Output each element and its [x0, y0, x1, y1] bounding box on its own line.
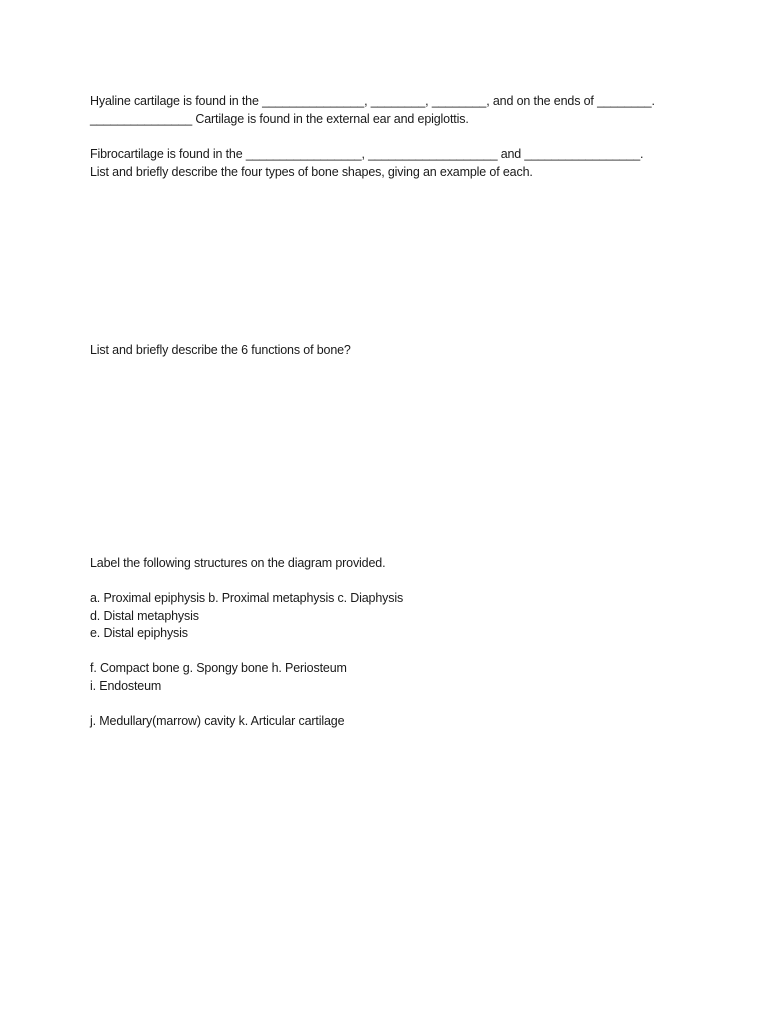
structure-list-line: i. Endosteum — [90, 679, 162, 693]
fibrocartilage-question: Fibrocartilage is found in the _________________, ___________________ and _________________. — [90, 147, 644, 161]
structure-list-line: j. Medullary(marrow) cavity k. Articular cartilage — [90, 714, 345, 728]
structure-list-line: a. Proximal epiphysis b. Proximal metaphysis c. Diaphysis — [90, 591, 404, 605]
structure-list-line: e. Distal epiphysis — [90, 626, 188, 640]
hyaline-cartilage-question: Hyaline cartilage is found in the _______________, ________, ________, and on the ends of ________. — [90, 94, 655, 108]
structure-list-line: f. Compact bone g. Spongy bone h. Periosteum — [90, 661, 347, 675]
structure-list-line: d. Distal metaphysis — [90, 609, 199, 623]
bone-functions-question: List and briefly describe the 6 functions of bone? — [90, 343, 351, 357]
elastic-cartilage-question: _______________ Cartilage is found in the external ear and epiglottis. — [90, 112, 469, 126]
bone-shapes-question: List and briefly describe the four types of bone shapes, giving an example of each. — [90, 165, 533, 179]
label-structures-instruction: Label the following structures on the diagram provided. — [90, 556, 386, 570]
